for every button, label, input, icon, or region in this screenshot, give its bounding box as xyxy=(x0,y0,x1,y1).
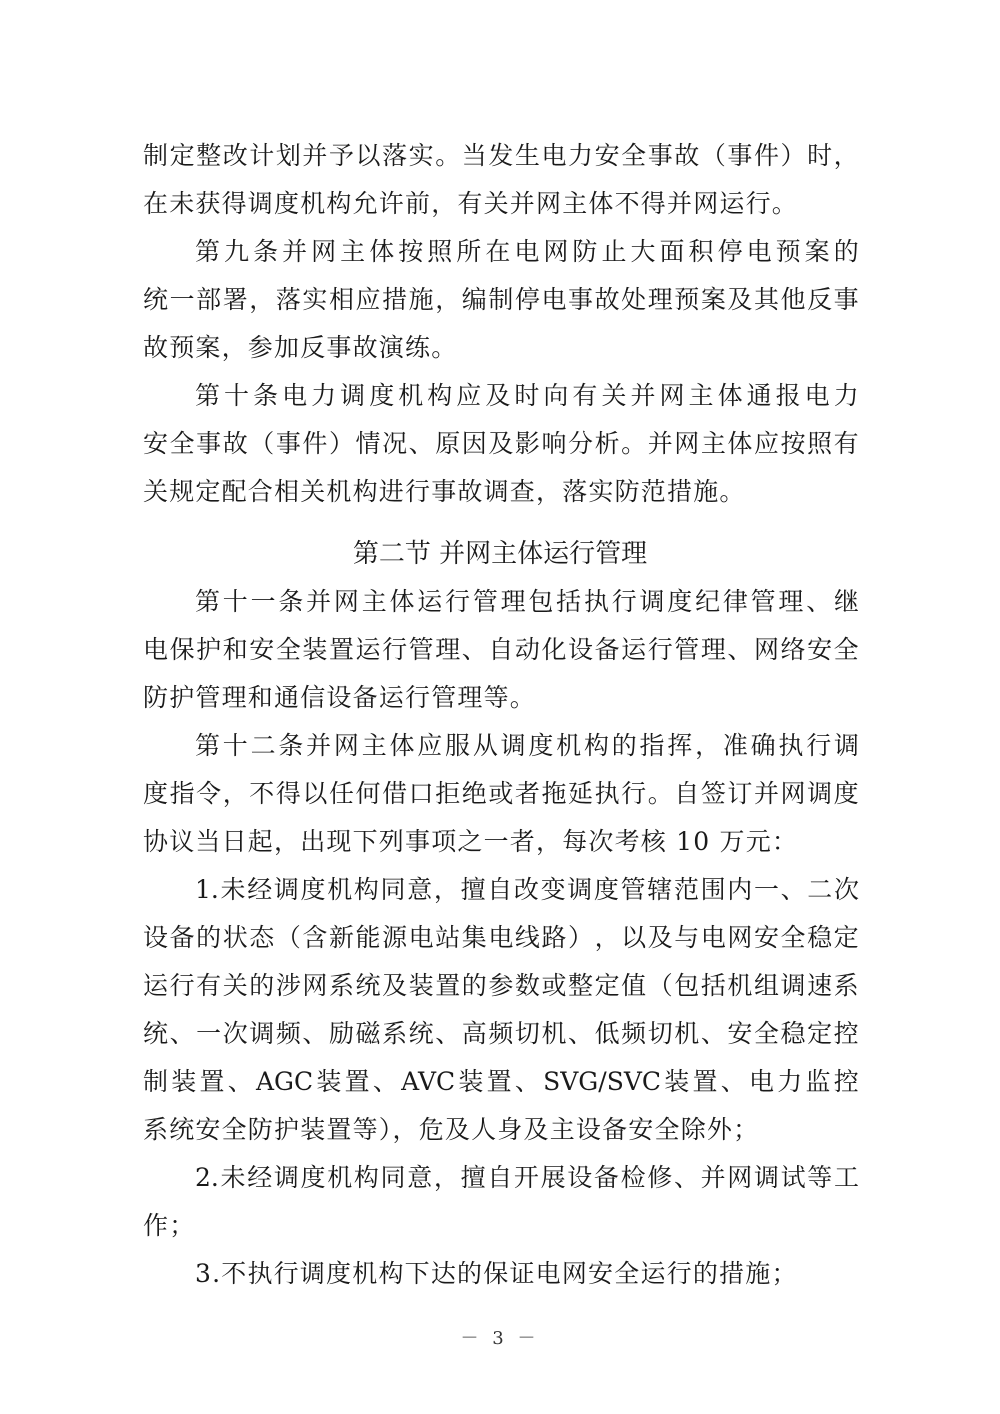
text-line: 协议当日起，出现下列事项之一者，每次考核 10 万元： xyxy=(143,827,799,856)
text-line: 度 指 令 ， 不 得 以 任 何 借 口 拒 绝 或 者 拖 延 执 行 。 自 签 订 并 网 调 度 xyxy=(143,779,859,808)
text-line: 电 保 护 和 安 全 装 置 运 行 管 理 、 自 动 化 设 备 运 行 管 理 、 网 络 安 全 xyxy=(143,635,859,664)
text-line: 3.不执行调度机构下达的保证电网安全运行的措施； xyxy=(195,1259,798,1288)
text-line: 第 十 一 条 并 网 主 体 运 行 管 理 包 括 执 行 调 度 纪 律 管 理 、 继 xyxy=(195,587,859,616)
page-number: － 3 － xyxy=(460,1328,540,1349)
section-heading: 第二节 并网主体运行管理 xyxy=(352,539,648,569)
text-line: 运 行 有 关 的 涉 网 系 统 及 装 置 的 参 数 或 整 定 值 （ 包 括 机 组 调 速 系 xyxy=(143,971,859,1000)
text-line: 故预案，参加反事故演练。 xyxy=(143,333,458,362)
text-line: 统 、 一 次 调 频 、 励 磁 系 统 、 高 频 切 机 、 低 频 切 机 、 安 全 稳 定 控 xyxy=(143,1019,859,1048)
text-line: 1. 未 经 调 度 机 构 同 意 ， 擅 自 改 变 调 度 管 辖 范 围 内 一 、 二 次 xyxy=(195,875,859,904)
text-line: 防护管理和通信设备运行管理等。 xyxy=(143,683,537,712)
text-line: 安 全 事 故 （ 事 件 ） 情 况 、 原 因 及 影 响 分 析 。 并 网 主 体 应 按 照 有 xyxy=(143,429,859,458)
text-line: 第 九 条 并 网 主 体 按 照 所 在 电 网 防 止 大 面 积 停 电 预 案 的 xyxy=(195,237,859,266)
text-line: 第 十 二 条 并 网 主 体 应 服 从 调 度 机 构 的 指 挥 ， 准 确 执 行 调 xyxy=(195,731,859,760)
text-line: 制 装 置 、 AGC 装 置 、 AVC 装 置 、 SVG/SVC 装 置 、 电 力 监 控 xyxy=(143,1067,859,1096)
text-line: 第 十 条 电 力 调 度 机 构 应 及 时 向 有 关 并 网 主 体 通 报 电 力 xyxy=(195,381,859,410)
text-line: 作； xyxy=(143,1211,196,1240)
text-line: 系统安全防护装置等），危及人身及主设备安全除外； xyxy=(143,1115,760,1144)
text-line: 制 定 整 改 计 划 并 予 以 落 实 。 当 发 生 电 力 安 全 事 故 （ 事 件 ） 时 ， xyxy=(143,141,859,170)
text-line: 设 备 的 状 态 （ 含 新 能 源 电 站 集 电 线 路 ） ， 以 及 与 电 网 安 全 稳 定 xyxy=(143,923,859,952)
text-line: 在未获得调度机构允许前，有关并网主体不得并网运行。 xyxy=(143,189,799,218)
text-line: 统 一 部 署 ， 落 实 相 应 措 施 ， 编 制 停 电 事 故 处 理 预 案 及 其 他 反 事 xyxy=(143,285,859,314)
text-line: 关规定配合相关机构进行事故调查，落实防范措施。 xyxy=(143,477,746,506)
text-line: 2. 未 经 调 度 机 构 同 意 ， 擅 自 开 展 设 备 检 修 、 并 网 调 试 等 工 xyxy=(195,1163,859,1192)
